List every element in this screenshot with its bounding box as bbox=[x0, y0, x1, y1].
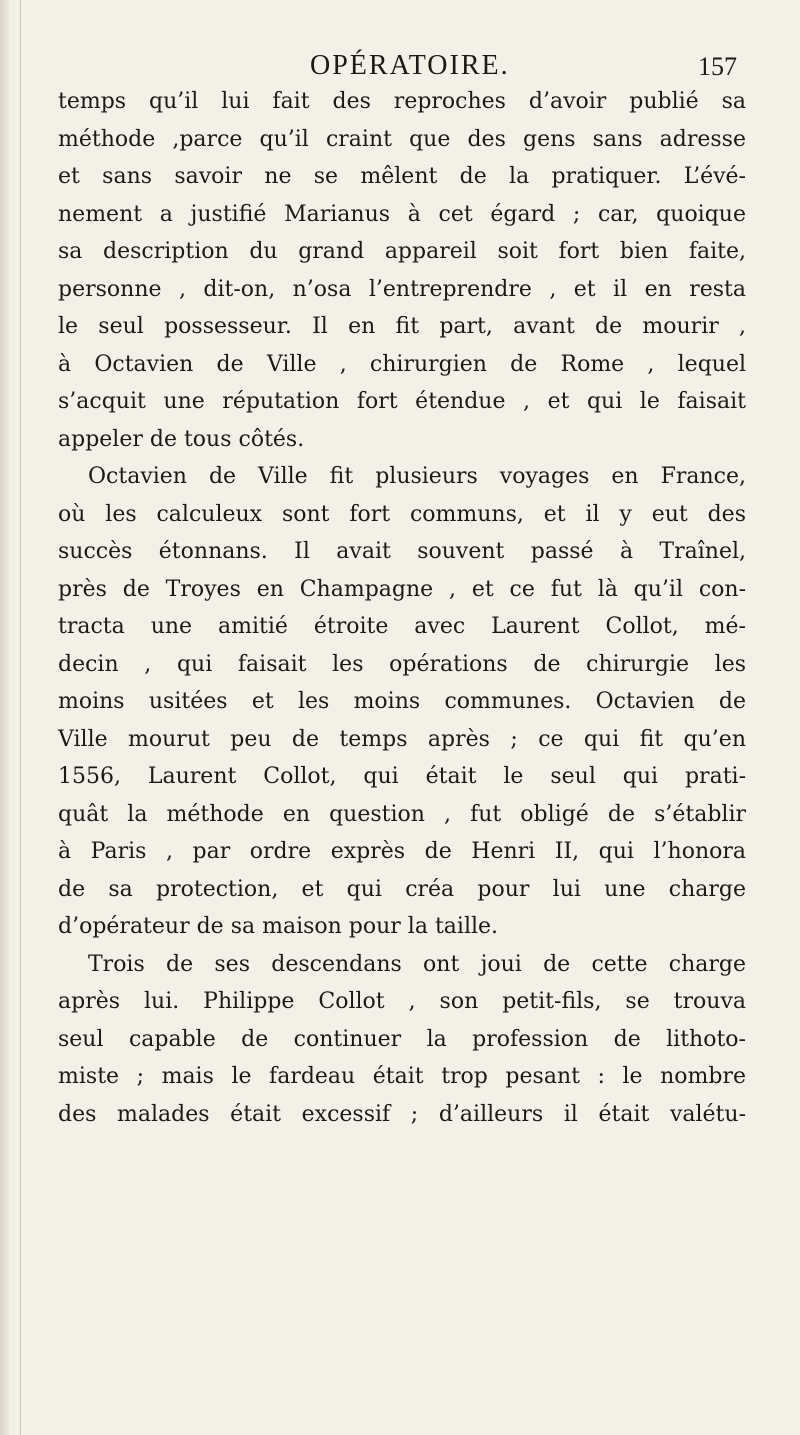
page-edge bbox=[0, 0, 9, 1435]
text-line: des malades était excessif ; d’ailleurs il était valétu- bbox=[58, 1101, 746, 1127]
text-line: tracta une amitié étroite avec Laurent Collot, mé- bbox=[58, 614, 746, 639]
text-line: appeler de tous côtés. bbox=[58, 426, 305, 452]
text-line: moins usitées et les moins communes. Octavien de bbox=[58, 689, 746, 714]
text-line: à Octavien de Ville , chirurgien de Rome , lequel bbox=[58, 351, 746, 377]
text-line: méthode ,parce qu’il craint que des gens sans adresse bbox=[58, 126, 746, 152]
text-line: nement a justifié Marianus à cet égard ; car, quoique bbox=[58, 201, 746, 227]
text-line: Octavien de Ville fit plusieurs voyages en France, bbox=[88, 464, 746, 489]
page-header bbox=[262, 48, 782, 88]
text-line: 1556, Laurent Collot, qui était le seul qui prati- bbox=[58, 764, 746, 789]
text-line: où les calculeux sont fort communs, et il y eut des bbox=[58, 501, 746, 527]
text-line: et sans savoir ne se mêlent de la pratiquer. L’évé- bbox=[58, 164, 746, 189]
text-line: sa description du grand appareil soit fort bien faite, bbox=[58, 239, 746, 264]
text-line: à Paris , par ordre exprès de Henri II, qui l’honora bbox=[58, 839, 746, 864]
text-line: le seul possesseur. Il en fit part, avant de mourir , bbox=[58, 314, 746, 339]
text-line: temps qu’il lui fait des reproches d’avoir publié sa bbox=[58, 89, 746, 114]
text-line: d’opérateur de sa maison pour la taille. bbox=[58, 914, 499, 939]
running-title: OPÉRATOIRE. bbox=[310, 50, 510, 81]
text-line: Ville mourut peu de temps après ; ce qui fit qu’en bbox=[58, 726, 746, 752]
text-line: Trois de ses descendans ont joui de cette charge bbox=[88, 951, 746, 977]
text-line: succès étonnans. Il avait souvent passé à Traînel, bbox=[58, 539, 746, 564]
text-line: quât la méthode en question , fut obligé de s’établir bbox=[58, 801, 746, 827]
text-line: decin , qui faisait les opérations de chirurgie les bbox=[58, 651, 746, 677]
text-line: près de Troyes en Champagne , et ce fut là qu’il con- bbox=[58, 576, 746, 602]
page-number: 157 bbox=[698, 52, 737, 81]
text-line: après lui. Philippe Collot , son petit-fils, se trouva bbox=[58, 989, 746, 1014]
page-edge-line bbox=[20, 0, 21, 1435]
text-line: miste ; mais le fardeau était trop pesant : le nombre bbox=[58, 1064, 746, 1089]
text-line: de sa protection, et qui créa pour lui une charge bbox=[58, 876, 746, 902]
text-line: s’acquit une réputation fort étendue , et qui le faisait bbox=[58, 389, 746, 414]
text-line: seul capable de continuer la profession de lithoto- bbox=[58, 1026, 746, 1052]
body-text bbox=[58, 83, 746, 1133]
text-line: personne , dit-on, n’osa l’entreprendre , et il en resta bbox=[58, 276, 746, 302]
